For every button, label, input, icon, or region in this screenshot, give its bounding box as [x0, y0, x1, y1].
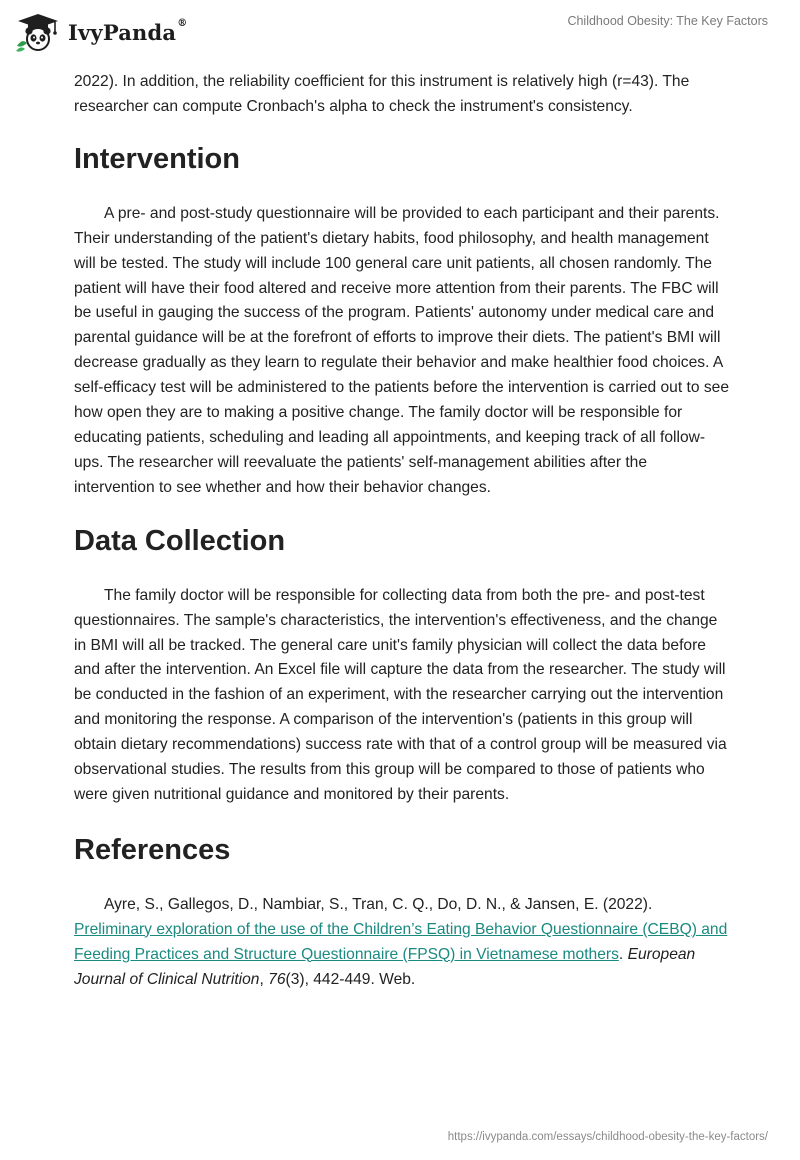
document-title: Childhood Obesity: The Key Factors: [567, 14, 768, 28]
paragraph-data-collection: The family doctor will be responsible for collecting data from both the pre- and post-test questionnaires. The sample's characteristics, the intervention's effectiveness, and the change in BMI will all be tracked. The general care unit's family physician will collect the data before and after the intervention. An Excel file will capture the data from the researcher. The study will be conducted in the fashion of an experiment, with the researcher carrying out the intervention and monitoring the response. A comparison of the intervention's (patients in this group will obtain dietary recommendations) success rate with that of a control group will be measured via observational studies. The results from this group will be compared to those of patients who were given nutritional guidance and monitored by their parents.: [74, 586, 727, 803]
paragraph-intervention: A pre- and post-study questionnaire will be provided to each participant and their parents. Their understanding of the patient's dietary habits, food philosophy, and health management will be tested. The study will include 100 general care unit patients, all chosen randomly. The patient will have their food altered and receive more attention from their parents. The FBC will be useful in gauging the success of the program. Patients' autonomy under medical care and parental guidance will be at the forefront of efforts to improve their diets. The patient's BMI will decrease gradually as they learn to regulate their behavior and make healthier food choices. A self-efficacy test will be administered to the patients before the intervention is carried out to see how open they are to making a positive change. The family doctor will be responsible for educating patients, scheduling and leading all appointments, and keeping track of all follow-ups. The researcher will reevaluate the patients' self-management abilities after the intervention to see whether and how their behavior changes.: [74, 204, 729, 496]
footer-url[interactable]: https://ivypanda.com/essays/childhood-obesity-the-key-factors/: [447, 1131, 768, 1143]
essay-body: [74, 70, 730, 992]
reference-volume: 76: [268, 970, 286, 988]
reference-issue-pages: (3), 442-449. Web.: [285, 970, 416, 988]
logo-registered-mark: ®: [177, 17, 188, 29]
reference-journal: European Journal of Clinical Nutrition: [74, 945, 696, 988]
ivypanda-logo[interactable]: [14, 10, 187, 54]
heading-intervention: Intervention: [74, 142, 240, 175]
intro-paragraph: 2022). In addition, the reliability coefficient for this instrument is relatively high (r=43). The researcher can compute Cronbach's alpha to check the instrument's consistency.: [74, 73, 690, 115]
panda-graduate-icon: [14, 12, 62, 52]
heading-data-collection: Data Collection: [74, 524, 286, 557]
reference-entry: [74, 893, 730, 993]
reference-title-period: .: [618, 945, 624, 963]
logo-name: IvyPanda: [68, 19, 177, 45]
page-header: [0, 0, 800, 64]
reference-authors: Ayre, S., Gallegos, D., Nambiar, S., Tran, C. Q., Do, D. N., & Jansen, E. (2022).: [104, 895, 653, 913]
reference-comma: ,: [259, 970, 264, 988]
logo-wordmark: [68, 17, 188, 45]
heading-references: References: [74, 833, 231, 866]
reference-title-link[interactable]: Preliminary exploration of the use of the Children’s Eating Behavior Questionnaire (CEBQ) and Feeding Practices and Structure Questionnaire (FPSQ) in Vietnamese mothers: [74, 920, 728, 963]
